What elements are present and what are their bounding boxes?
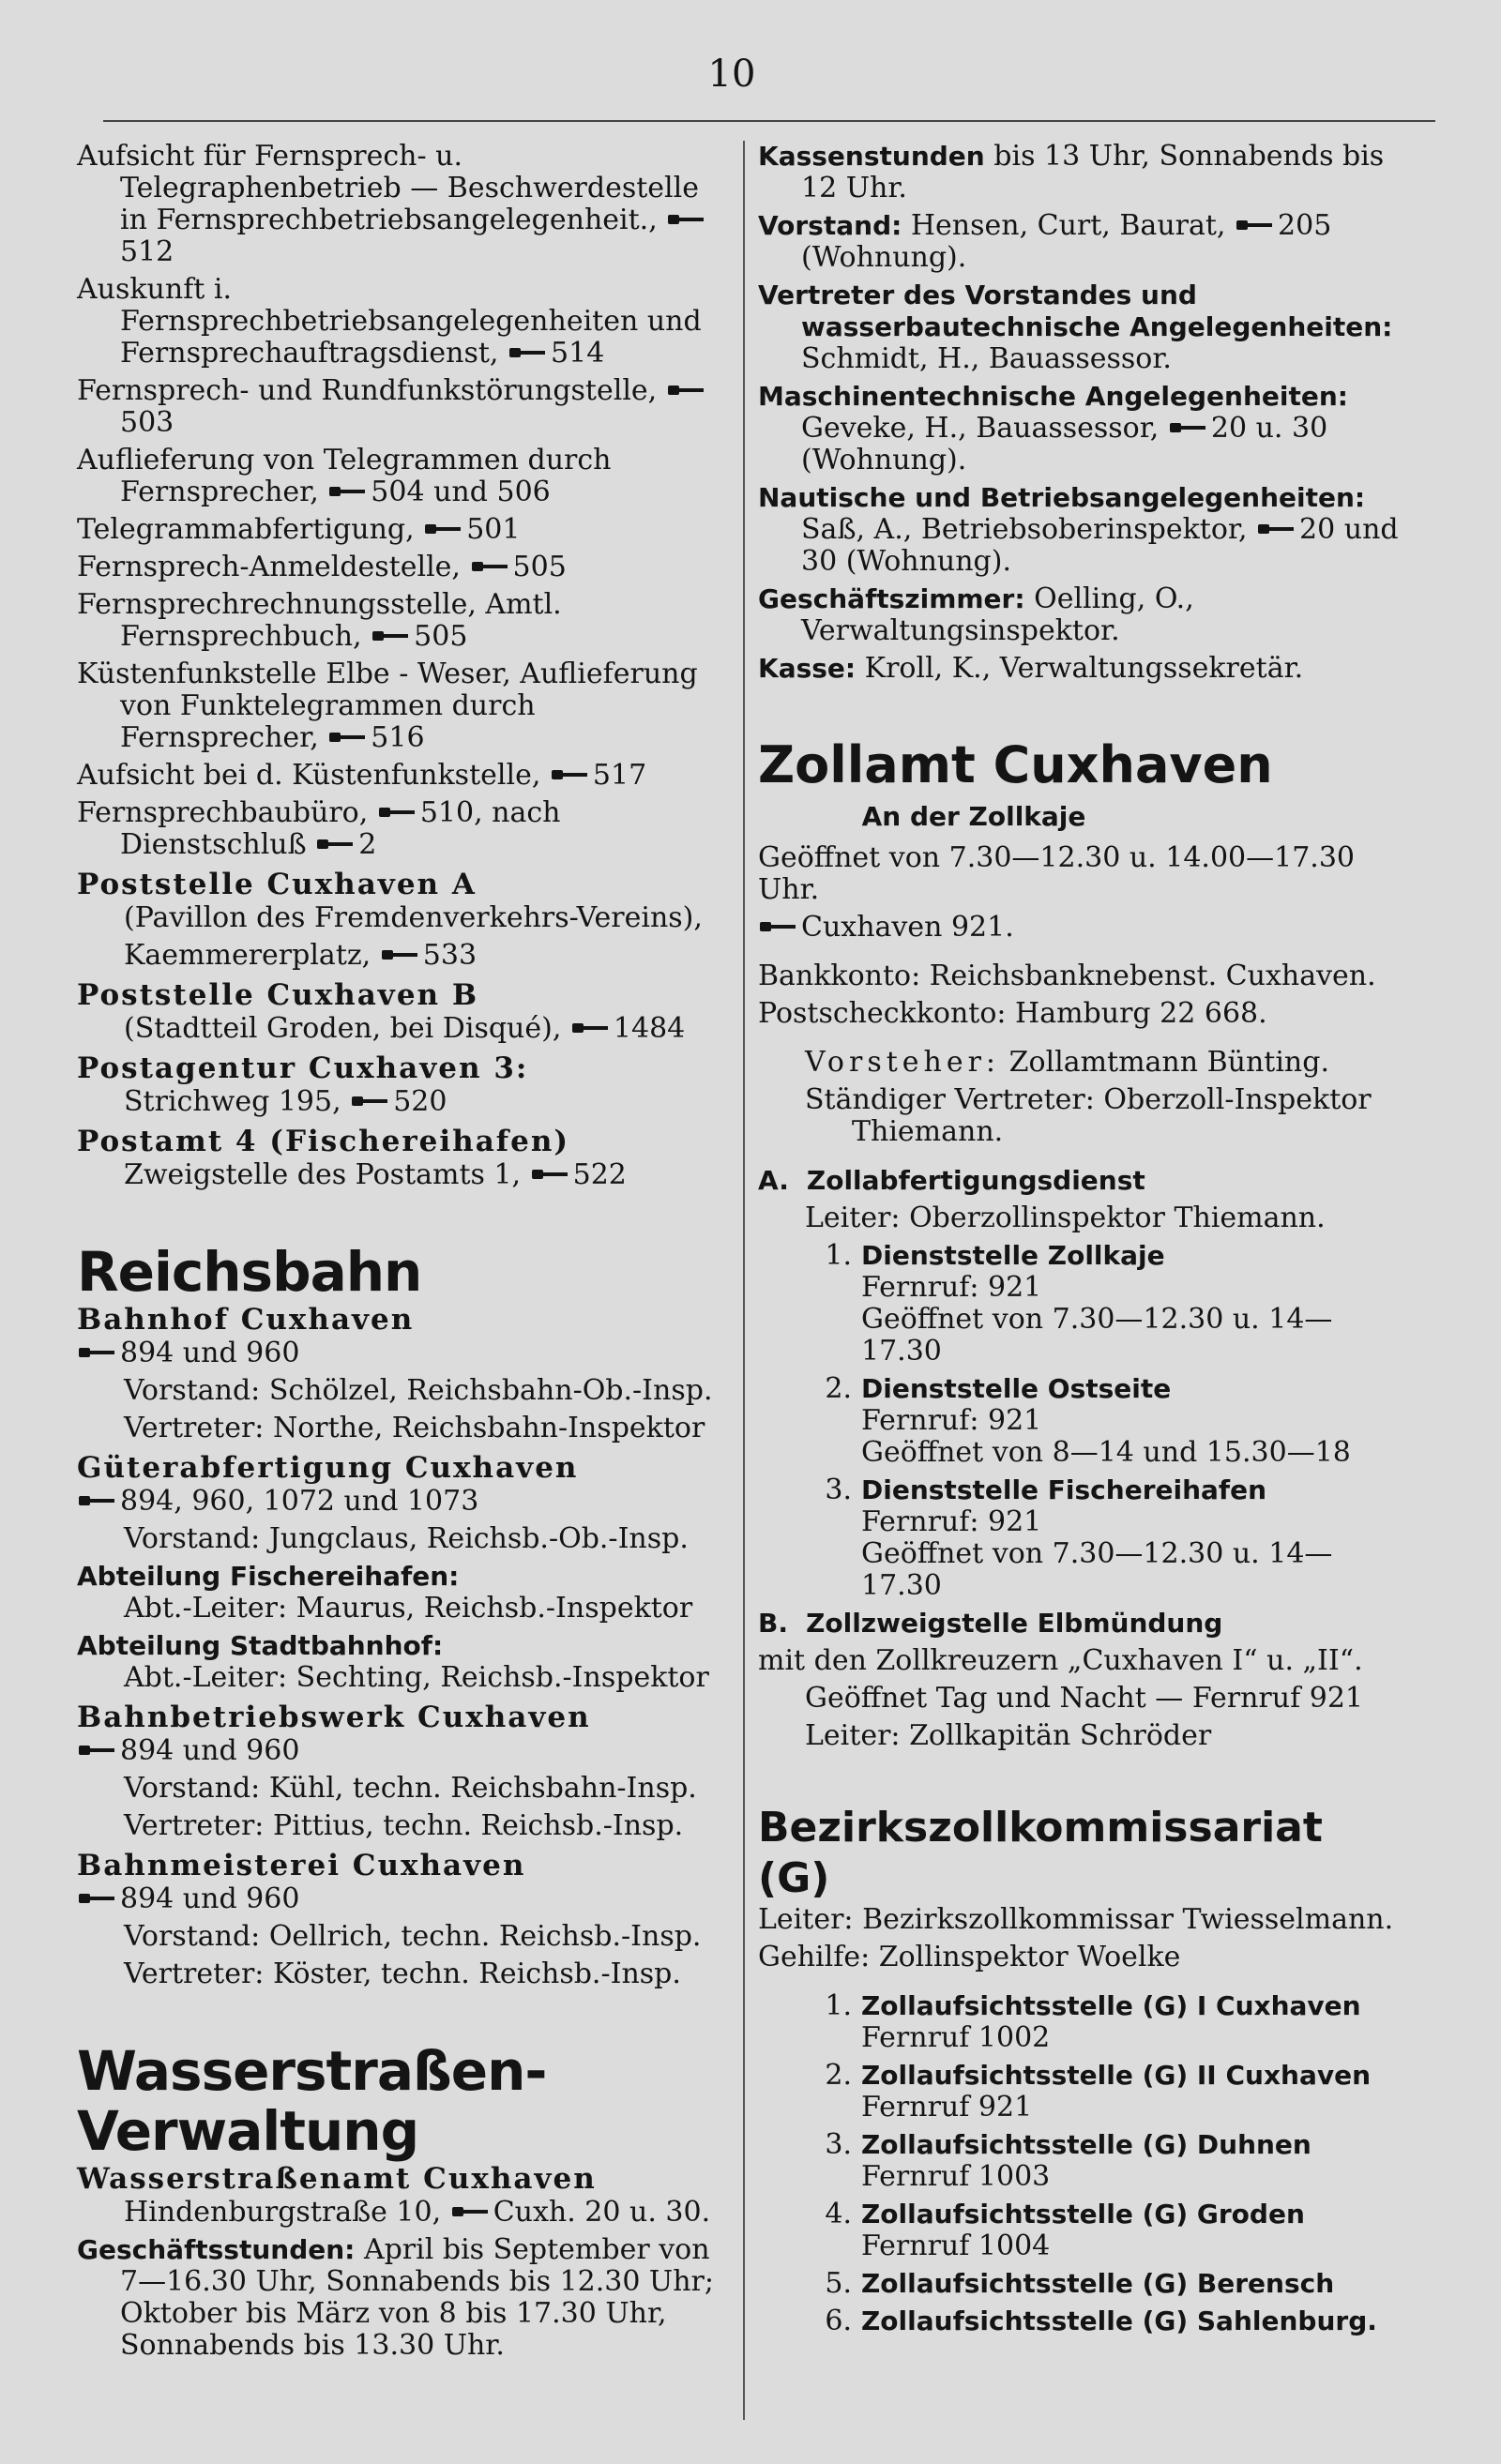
- section-b-line2: Geöffnet Tag und Nacht — Fernruf 921: [805, 1682, 1363, 1715]
- abt-fisch-leiter: Abt.-Leiter: Maurus, Reichsb.-Inspektor: [124, 1592, 693, 1625]
- post-entry-text: Auflieferung von Telegrammen durch Fernsprecher,: [77, 444, 612, 508]
- postamt4-line1: Zweigstelle des Postamts 1, 522: [124, 1158, 627, 1191]
- post-entry-phone: 2: [358, 828, 377, 861]
- aufsichtsstelle-fernruf: Fernruf 1004: [861, 2230, 1051, 2262]
- dienststelle-item: [814, 1240, 1405, 1368]
- bahnhof-phone: 894 und 960: [77, 1338, 734, 1369]
- post-entry-text: Fernsprechrechnungsstelle, Amtl. Fernsprechbuch,: [77, 588, 562, 653]
- telephone-icon: [329, 485, 365, 498]
- telephone-icon: [317, 838, 353, 851]
- aufsichtsstelle-item: [814, 2305, 1405, 2337]
- post-entry-text: Fernsprech- und Rundfunkstörungstelle,: [77, 374, 658, 407]
- aufsichtsstelle-title: [814, 1990, 1405, 2022]
- aufsichtsstelle-fernruf: Fernruf 1002: [861, 2021, 1051, 2054]
- aufsichtsstelle-title: [814, 2129, 1405, 2161]
- dienststelle-hours: Geöffnet von 7.30—12.30 u. 14—17.30: [861, 1537, 1333, 1602]
- dienststelle-title: [814, 1474, 1405, 1506]
- telephone-icon: [472, 560, 508, 573]
- post-entry-phone: 505: [512, 551, 567, 583]
- kasse: Kasse: Kroll, K., Verwaltungssekretär.: [758, 652, 1304, 685]
- aufsichtsstelle-name: Zollaufsichtsstelle (G) Berensch: [861, 2268, 1335, 2299]
- poststelle-a-title: Poststelle Cuxhaven A: [77, 868, 477, 901]
- telephone-icon: [532, 1168, 568, 1181]
- wasser-heading-1: Wasserstraßen-: [77, 2039, 547, 2103]
- geschaeftsstunden: Geschäftsstunden: April bis September von 7—16.30 Uhr, Sonnabends bis 12.30 Uhr; Oktober bis März von 8 bis 17.30 Uhr, Sonnabends bis 13.30 Uhr.: [77, 2233, 714, 2362]
- post-entry-phone: 516: [371, 721, 425, 754]
- poststelle-b-title: Poststelle Cuxhaven B: [77, 978, 479, 1012]
- aufsichtsstelle-number: 5.: [825, 2267, 852, 2300]
- dienststelle-fernruf: Fernruf: 921: [861, 1271, 1042, 1304]
- dienststelle-name: Dienststelle Zollkaje: [861, 1240, 1165, 1271]
- post-entry: [77, 514, 734, 546]
- aufsichtsstelle-item: [814, 2129, 1405, 2193]
- post-entry: [77, 445, 734, 508]
- post-entry-text: Telegrammabfertigung,: [77, 513, 415, 546]
- zollamt-subtitle: An der Zollkaje: [861, 801, 1086, 832]
- wasseramt-title: Wasserstraßenamt Cuxhaven: [77, 2162, 597, 2196]
- post-entry-text: Aufsicht bei d. Küstenfunkstelle,: [77, 759, 541, 792]
- telephone-icon: [79, 1494, 114, 1507]
- zollamt-phone: Cuxhaven 921.: [758, 912, 1405, 944]
- aufsichtsstelle-title: [814, 2268, 1405, 2300]
- bankkonto: Bankkonto: Reichsbanknebenst. Cuxhaven.: [758, 960, 1376, 992]
- aufsichtsstelle-name: Zollaufsichtsstelle (G) Groden: [861, 2199, 1305, 2230]
- aufsichtsstelle-number: 1.: [825, 1989, 852, 2022]
- bahnbetrieb-phone: 894 und 960: [77, 1735, 734, 1767]
- post-entry-phone: 505: [414, 620, 468, 653]
- aufsichtsstelle-item: [814, 2199, 1405, 2262]
- post-entry: [77, 589, 734, 653]
- dienststelle-number: 1.: [825, 1239, 852, 1272]
- telephone-icon: [509, 346, 545, 359]
- section-b-line1: mit den Zollkreuzern „Cuxhaven I“ u. „II“.: [758, 1644, 1363, 1677]
- bezirk-heading-1: Bezirkszollkommissariat: [758, 1804, 1323, 1852]
- telephone-icon: [372, 629, 408, 642]
- aufsichtsstelle-fernruf: Fernruf 1003: [861, 2160, 1051, 2193]
- telephone-icon: [79, 1892, 114, 1905]
- aufsichtsstelle-item: [814, 2268, 1405, 2300]
- aufsichtsstelle-number: 4.: [825, 2198, 852, 2230]
- aufsichtsstelle-number: 6.: [825, 2305, 852, 2337]
- post-entry: [77, 274, 734, 370]
- telephone-icon: [760, 920, 796, 933]
- post-entry: [77, 375, 734, 439]
- post-entry-phone: 501: [466, 513, 521, 546]
- bezirk-gehilfe: Gehilfe: Zollinspektor Woelke: [758, 1941, 1181, 1973]
- telephone-icon: [552, 768, 587, 781]
- bahnhof-vorstand: Vorstand: Schölzel, Reichsbahn-Ob.-Insp.: [124, 1374, 713, 1407]
- column-divider: [743, 141, 745, 2420]
- dienststelle-hours: Geöffnet von 7.30—12.30 u. 14—17.30: [861, 1303, 1333, 1368]
- aufsichtsstellen-list: [758, 1990, 1405, 2337]
- poststelle-a-line1: (Pavillon des Fremdenverkehrs-Vereins),: [124, 901, 703, 934]
- section-a-title: A. Zollabfertigungsdienst: [758, 1165, 1145, 1196]
- bahnmeister-vertreter: Vertreter: Köster, techn. Reichsb.-Insp.: [124, 1958, 681, 1990]
- bahnmeister-vorstand: Vorstand: Oellrich, techn. Reichsb.-Insp.: [124, 1920, 702, 1953]
- dienststelle-fernruf: Fernruf: 921: [861, 1505, 1042, 1538]
- page-number: 10: [707, 53, 756, 96]
- post-entries: [77, 141, 734, 861]
- header-rule: [103, 120, 1435, 122]
- aufsichtsstelle-name: Zollaufsichtsstelle (G) I Cuxhaven: [861, 1990, 1361, 2021]
- vorsteher: Vorsteher: Zollamtmann Bünting.: [805, 1046, 1329, 1079]
- post-entry-text: Auskunft i. Fernsprechbetriebsangelegenheiten und Fernsprechauftragsdienst,: [77, 273, 702, 370]
- dienststelle-item: [814, 1373, 1405, 1469]
- postagentur-line1: Strichweg 195, 520: [124, 1085, 447, 1118]
- aufsichtsstelle-name: Zollaufsichtsstelle (G) II Cuxhaven: [861, 2060, 1372, 2091]
- post-entry-phone: 504 und 506: [371, 476, 551, 508]
- gueter-title: Güterabfertigung Cuxhaven: [77, 1451, 579, 1485]
- bahnhof-title: Bahnhof Cuxhaven: [77, 1303, 415, 1337]
- post-entry: [77, 760, 734, 792]
- abt-stadt-leiter: Abt.-Leiter: Sechting, Reichsb.-Inspektor: [124, 1661, 709, 1694]
- postamt4-title: Postamt 4 (Fischereihafen): [77, 1125, 570, 1158]
- vertreter: Vertreter des Vorstandes und wasserbautechnische Angelegenheiten: Schmidt, H., Bauassessor.: [758, 280, 1393, 375]
- telephone-icon: [452, 2205, 488, 2218]
- section-b-title: B. Zollzweigstelle Elbmündung: [758, 1608, 1223, 1639]
- geschaeftszimmer: Geschäftszimmer: Oelling, O., Verwaltungsinspektor.: [758, 582, 1194, 647]
- post-entry: [77, 141, 734, 268]
- post-entry: [77, 797, 734, 861]
- left-column: [77, 141, 734, 2367]
- aufsichtsstelle-fernruf: Fernruf 921: [861, 2091, 1033, 2124]
- post-entry-text: Fernsprech-Anmeldestelle,: [77, 551, 461, 583]
- post-entry: [77, 552, 734, 583]
- staendiger-vertreter-name: Thiemann.: [852, 1115, 1004, 1148]
- aufsichtsstelle-name: Zollaufsichtsstelle (G) Sahlenburg.: [861, 2305, 1377, 2336]
- zollamt-heading: Zollamt Cuxhaven: [758, 735, 1273, 794]
- telephone-icon: [352, 1095, 387, 1108]
- section-b-line3: Leiter: Zollkapitän Schröder: [805, 1719, 1212, 1752]
- telephone-icon: [1170, 421, 1205, 434]
- dienststellen-list: [758, 1240, 1405, 1602]
- post-entry-text: Aufsicht für Fernsprech- u. Telegraphenbetrieb — Beschwerdestelle in Fernsprechbetriebsangelegenheit.,: [77, 140, 699, 236]
- poststelle-b-line1: (Stadtteil Groden, bei Disqué), 1484: [124, 1012, 686, 1045]
- dienststelle-name: Dienststelle Ostseite: [861, 1373, 1172, 1404]
- bahnbetrieb-title: Bahnbetriebswerk Cuxhaven: [77, 1701, 591, 1734]
- dienststelle-number: 2.: [825, 1372, 852, 1405]
- telephone-icon: [79, 1346, 114, 1359]
- aufsichtsstelle-title: [814, 2305, 1405, 2337]
- nautik: Nautische und Betriebsangelegenheiten: Saß, A., Betriebsoberinspektor, 20 und 30 (Wohnung).: [758, 482, 1399, 578]
- post-entry-phone: 503: [120, 406, 174, 439]
- gueter-phone: 894, 960, 1072 und 1073: [77, 1486, 734, 1518]
- maschinentechnik: Maschinentechnische Angelegenheiten: Geveke, H., Bauassessor, 20 u. 30 (Wohnung).: [758, 381, 1349, 476]
- wasser-heading-2: Verwaltung: [77, 2099, 419, 2163]
- dienststelle-fernruf: Fernruf: 921: [861, 1404, 1042, 1437]
- staendiger-vertreter: Ständiger Vertreter: Oberzoll-Inspektor: [805, 1083, 1372, 1116]
- dienststelle-name: Dienststelle Fischereihafen: [861, 1474, 1267, 1505]
- bezirk-heading-2: (G): [758, 1854, 830, 1902]
- dienststelle-item: [814, 1474, 1405, 1602]
- bahnbetrieb-vertreter: Vertreter: Pittius, techn. Reichsb.-Insp.: [124, 1809, 684, 1842]
- wasseramt-address: Hindenburgstraße 10, Cuxh. 20 u. 30.: [124, 2196, 711, 2229]
- telephone-icon: [668, 384, 704, 397]
- aufsichtsstelle-item: [814, 2060, 1405, 2124]
- postscheckkonto: Postscheckkonto: Hamburg 22 668.: [758, 997, 1267, 1030]
- dienststelle-number: 3.: [825, 1474, 852, 1506]
- bezirk-leiter: Leiter: Bezirkszollkommissar Twiesselmann.: [758, 1903, 1394, 1936]
- dienststelle-title: [814, 1240, 1405, 1272]
- telephone-icon: [329, 731, 365, 744]
- abt-stadt-title: Abteilung Stadtbahnhof:: [77, 1630, 444, 1661]
- post-entry-phone: 514: [551, 337, 605, 370]
- section-a-leiter: Leiter: Oberzollinspektor Thiemann.: [805, 1202, 1326, 1234]
- right-column: [758, 141, 1405, 2343]
- aufsichtsstelle-title: [814, 2199, 1405, 2230]
- aufsichtsstelle-number: 2.: [825, 2059, 852, 2092]
- post-entry-phone: 510, nach Dienstschluß: [120, 796, 561, 861]
- kassenstunden: Kassenstunden bis 13 Uhr, Sonnabends bis 12 Uhr.: [758, 140, 1385, 204]
- post-entry-phone: 517: [592, 759, 647, 792]
- dienststelle-hours: Geöffnet von 8—14 und 15.30—18: [861, 1436, 1351, 1469]
- telephone-icon: [425, 522, 461, 536]
- telephone-icon: [79, 1744, 114, 1757]
- telephone-icon: [1258, 522, 1294, 536]
- telephone-icon: [668, 213, 704, 226]
- abt-fisch-title: Abteilung Fischereihafen:: [77, 1561, 460, 1592]
- bahnmeister-title: Bahnmeisterei Cuxhaven: [77, 1849, 526, 1882]
- post-entry: [77, 658, 734, 754]
- reichsbahn-heading: Reichsbahn: [77, 1240, 422, 1304]
- bahnbetrieb-vorstand: Vorstand: Kühl, techn. Reichsbahn-Insp.: [124, 1772, 697, 1805]
- post-entry-phone: 512: [120, 235, 174, 268]
- vorstand: Vorstand: Hensen, Curt, Baurat, 205 (Wohnung).: [758, 209, 1332, 274]
- telephone-icon: [379, 806, 415, 819]
- aufsichtsstelle-title: [814, 2060, 1405, 2092]
- gueter-vorstand: Vorstand: Jungclaus, Reichsb.-Ob.-Insp.: [124, 1522, 689, 1555]
- aufsichtsstelle-name: Zollaufsichtsstelle (G) Duhnen: [861, 2129, 1311, 2160]
- bahnhof-vertreter: Vertreter: Northe, Reichsbahn-Inspektor: [124, 1412, 705, 1444]
- bahnmeister-phone: 894 und 960: [77, 1883, 734, 1915]
- dienststelle-title: [814, 1373, 1405, 1405]
- post-entry-text: Küstenfunkstelle Elbe - Weser, Auflieferung von Funktelegrammen durch Fernsprecher,: [77, 658, 698, 754]
- aufsichtsstelle-number: 3.: [825, 2128, 852, 2161]
- zollamt-open: Geöffnet von 7.30—12.30 u. 14.00—17.30 Uhr.: [758, 841, 1356, 906]
- telephone-icon: [572, 1021, 608, 1035]
- telephone-icon: [1236, 219, 1272, 232]
- postagentur-title: Postagentur Cuxhaven 3:: [77, 1051, 529, 1085]
- aufsichtsstelle-item: [814, 1990, 1405, 2054]
- post-entry-text: Fernsprechbaubüro,: [77, 796, 369, 829]
- telephone-icon: [382, 948, 417, 961]
- poststelle-a-line2: Kaemmererplatz, 533: [124, 939, 478, 972]
